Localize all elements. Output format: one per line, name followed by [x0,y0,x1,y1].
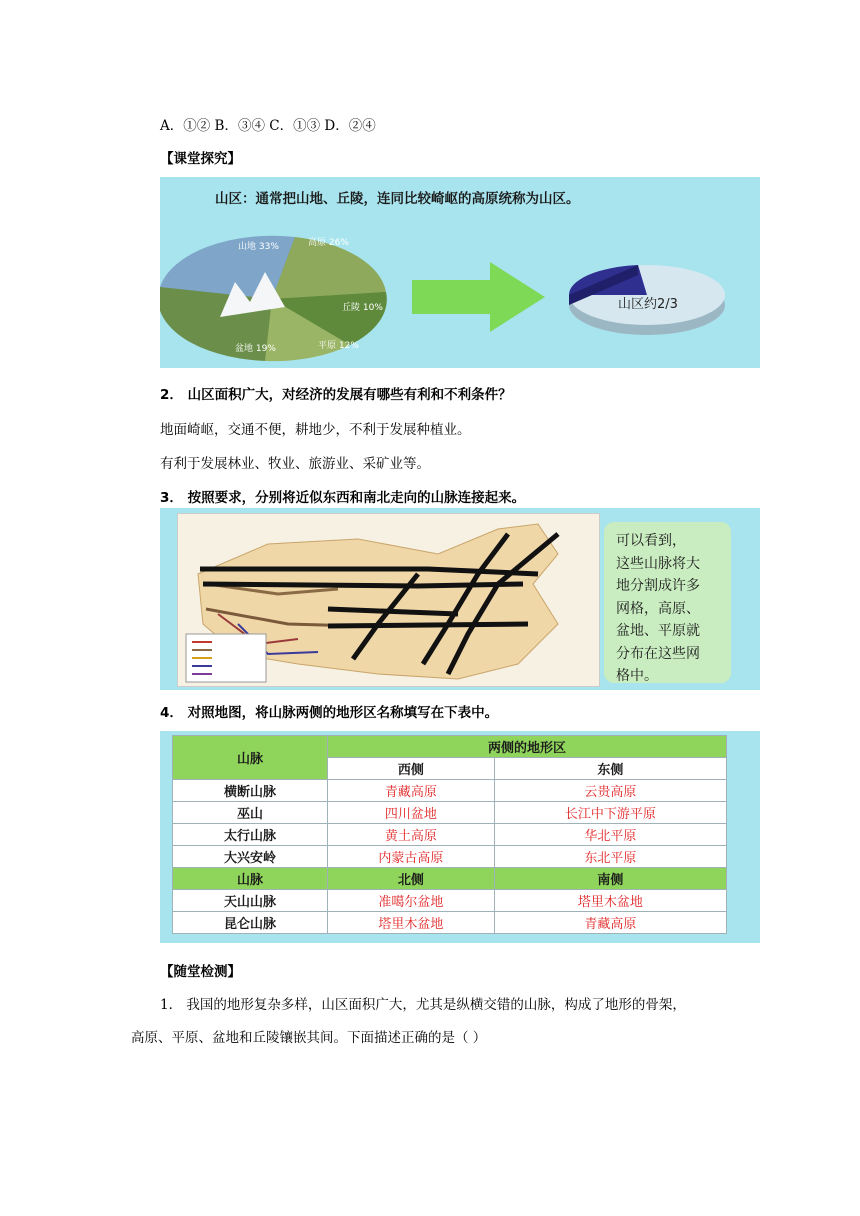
question-4: 4． 对照地图，将山脉两侧的地形区名称填写在下表中。 [160,705,499,721]
mountain-terrain-table [172,735,727,934]
pie-label-hill: 丘陵 10% [342,303,383,313]
west-terrain: 四川盆地 [328,802,495,824]
section-title-explore: 【课堂探究】 [160,151,241,167]
table-row [173,802,727,824]
mountain-name: 天山山脉 [173,890,328,912]
note-line: 格中。 [616,668,658,684]
south-terrain: 青藏高原 [494,912,726,934]
pie-label-plain: 平原 12% [318,341,359,351]
note-line: 盆地、平原就 [616,623,700,639]
mountain-map-figure [160,508,760,690]
mountain-name: 巫山 [173,802,328,824]
header-sides: 两侧的地形区 [328,736,727,758]
east-terrain: 华北平原 [494,824,726,846]
mountain-name: 昆仑山脉 [173,912,328,934]
north-terrain: 准噶尔盆地 [328,890,495,912]
note-line: 这些山脉将大 [616,555,700,572]
china-mountain-map [177,513,600,687]
note-line: 地分割成许多 [616,578,700,594]
pie-label-plateau: 高原 26% [308,238,349,248]
west-terrain: 黄土高原 [328,824,495,846]
map-note [604,522,731,683]
question-2: 2． 山区面积广大，对经济的发展有哪些有利和不利条件？ [160,387,512,403]
final-question-line2: 高原、平原、盆地和丘陵镶嵌其间。下面描述正确的是（ ） [131,1030,487,1046]
east-terrain: 东北平原 [494,846,726,868]
north-terrain: 塔里木盆地 [328,912,495,934]
table-row [173,912,727,934]
west-terrain: 内蒙古高原 [328,846,495,868]
note-line: 网格，高原、 [616,600,700,617]
section-title-test: 【随堂检测】 [160,964,241,980]
header-east: 东侧 [494,758,726,780]
answer-options: A．①② B．③④ C．①③ D．②④ [160,118,376,134]
table-row [173,824,727,846]
mountain-name: 大兴安岭 [173,846,328,868]
map-drawing [178,514,599,686]
mountain-area-figure [160,177,760,368]
note-line: 分布在这些网 [616,645,700,662]
final-question-line1: 1． 我国的地形复杂多样，山区面积广大，尤其是纵横交错的山脉，构成了地形的骨架， [160,997,686,1013]
result-label: 山区约2/3 [618,297,678,312]
pie-label-mountain: 山地 33% [238,242,279,252]
table-row [173,890,727,912]
question-3: 3． 按照要求，分别将近似东西和南北走向的山脉连接起来。 [160,490,526,506]
east-terrain: 长江中下游平原 [494,802,726,824]
west-terrain: 青藏高原 [328,780,495,802]
answer-2-line2: 有利于发展林业、牧业、旅游业、采矿业等。 [160,456,430,472]
mountain-name: 太行山脉 [173,824,328,846]
figure-caption: 山区：通常把山地、丘陵，连同比较崎岖的高原统称为山区。 [215,191,580,207]
mountain-name: 横断山脉 [173,780,328,802]
answer-2-line1: 地面崎岖，交通不便，耕地少，不利于发展种植业。 [160,422,471,438]
header-south: 南侧 [494,868,726,890]
note-line: 可以看到， [616,533,686,549]
table-row [173,846,727,868]
header-mountain: 山脉 [173,736,328,780]
table-row [173,780,727,802]
mountain-table-figure [160,731,760,943]
header-north: 北侧 [328,868,495,890]
header-mountain-2: 山脉 [173,868,328,890]
pie-illustration [160,177,760,368]
header-west: 西侧 [328,758,495,780]
pie-label-basin: 盆地 19% [235,344,276,354]
south-terrain: 塔里木盆地 [494,890,726,912]
east-terrain: 云贵高原 [494,780,726,802]
